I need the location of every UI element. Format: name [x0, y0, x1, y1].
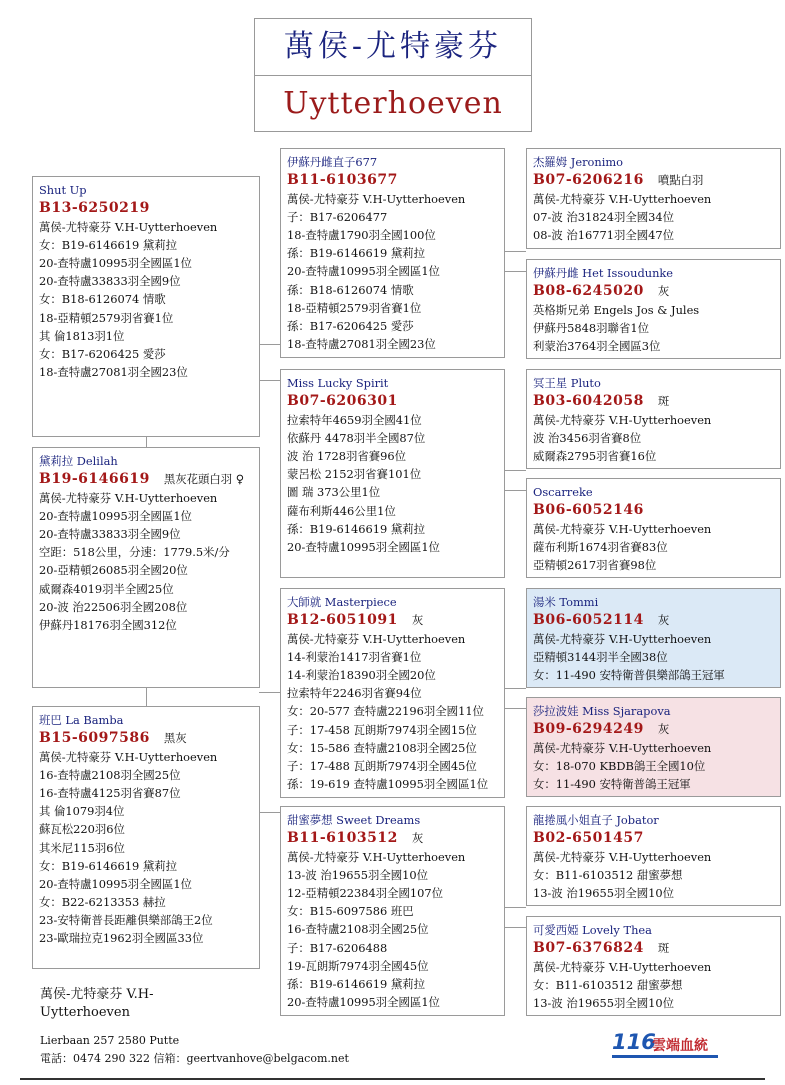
title-english: Uytterhoeven [283, 86, 503, 121]
logo-number: 116 [612, 1030, 656, 1054]
info-line: 威爾森2795羽省賽16位 [533, 449, 657, 464]
pigeon-card-dd [280, 806, 505, 1016]
ring-number [39, 470, 259, 489]
pigeon-name: 伊蘇丹雌 Het Issoudunke [533, 266, 674, 280]
info-line: 其米尼115羽6位 [39, 840, 125, 855]
info-line: 20-查特盧10995羽全國區1位 [287, 539, 440, 554]
ring-number [287, 392, 504, 411]
color-text: 灰 [657, 722, 670, 737]
info-line: 薩布利斯1674羽省賽83位 [533, 540, 668, 555]
ring-number [287, 171, 504, 190]
ring-number-text: B07-6206301 [287, 393, 398, 410]
pigeon-card-sss [526, 148, 781, 249]
connector [504, 688, 526, 689]
logo-underline [612, 1055, 718, 1058]
info-line: 拉索特年2246羽省賽94位 [287, 686, 422, 701]
info-line: 孫：B19-6146619 黛莉拉 [287, 246, 426, 261]
info-line: 女：B11-6103512 甜蜜夢想 [533, 868, 683, 883]
info-line: 萬侯-尤特豪芬 V.H-Uytterhoeven [533, 413, 712, 428]
info-line: 萬侯-尤特豪芬 V.H-Uytterhoeven [39, 220, 218, 235]
info-line: 圖 瑞 373公里1位 [287, 485, 381, 500]
info-line: 20-查特盧10995羽全國區1位 [287, 994, 440, 1009]
info-line: 子：17-488 瓦朗斯7974羽全國45位 [287, 758, 477, 773]
info-line: 女：B19-6146619 黛莉拉 [39, 858, 178, 873]
connector [259, 812, 280, 813]
pigeon-name: 伊蘇丹雌直子677 [287, 155, 378, 169]
connector [259, 380, 280, 381]
info-line: 女：20-577 查特盧22196羽全國11位 [287, 704, 484, 719]
info-line: 12-亞精頓22384羽全國107位 [287, 886, 444, 901]
info-line: 18-查特盧1790羽全國100位 [287, 228, 436, 243]
pigeon-card-ss [280, 148, 505, 358]
info-line: 女：18-070 KBDB鴿王全國10位 [533, 759, 706, 774]
info-line: 13-波 治19655羽全國10位 [533, 996, 675, 1011]
pigeon-name: 湯米 Tommi [533, 595, 599, 609]
ring-number [533, 282, 780, 301]
ring-number-text: B07-6206216 [533, 172, 644, 189]
info-line: 女：B19-6146619 黛莉拉 [39, 238, 178, 253]
connector [504, 271, 526, 272]
pigeon-name: 甜蜜夢想 Sweet Dreams [287, 813, 421, 827]
info-line: 孫：B17-6206425 愛莎 [287, 318, 414, 333]
pigeon-card-sd [280, 369, 505, 578]
connector [259, 692, 280, 693]
pigeon-name: 龍捲風小姐直子 Jobator [533, 813, 659, 827]
ring-number-text: B15-6097586 [39, 730, 150, 747]
pigeon-name: 黛莉拉 Delilah [39, 454, 118, 468]
pigeon-card-dsd [526, 697, 781, 797]
logo [612, 1030, 720, 1058]
info-line: 20-查特盧33833羽全國9位 [39, 274, 181, 289]
connector [504, 470, 526, 471]
pigeon-card-sds [526, 369, 781, 469]
ring-number [533, 501, 780, 520]
info-line: 19-瓦朗斯7974羽全國45位 [287, 958, 429, 973]
ring-number [39, 729, 259, 748]
pigeon-name: 班巴 La Bamba [39, 713, 124, 727]
info-line: 亞精頓2617羽省賽98位 [533, 558, 657, 573]
ring-number-text: B06-6052114 [533, 612, 644, 629]
info-line: 萬侯-尤特豪芬 V.H-Uytterhoeven [533, 850, 712, 865]
title-box [254, 18, 532, 132]
connector [504, 708, 526, 709]
info-line: 20-查特盧10995羽全國區1位 [39, 876, 192, 891]
pigeon-name: Oscarreke [533, 485, 593, 499]
info-line: 18-亞精頓2579羽省賽1位 [287, 300, 422, 315]
info-line: 18-查特盧27081羽全國23位 [39, 364, 188, 379]
color-text: 灰 [657, 284, 670, 299]
title-chinese: 萬侯-尤特豪芬 [255, 19, 531, 76]
info-line: 16-查特盧2108羽全國25位 [287, 922, 429, 937]
pigeon-name: 可愛西婭 Lovely Thea [533, 923, 652, 937]
info-line: 萬侯-尤特豪芬 V.H-Uytterhoeven [533, 632, 712, 647]
ring-number-text: B07-6376824 [533, 940, 644, 957]
info-line: 18-查特盧27081羽全國23位 [287, 336, 436, 351]
connector [146, 436, 147, 447]
pigeon-name: 大師就 Masterpiece [287, 595, 397, 609]
info-line: 伊蘇丹18176羽全國312位 [39, 617, 177, 632]
pigeon-name: Shut Up [39, 183, 87, 197]
pigeon-name: Miss Lucky Spirit [287, 376, 389, 390]
ring-number [39, 199, 259, 218]
color-text: 黑灰 [163, 731, 187, 746]
info-line: 20-查特盧33833羽全國9位 [39, 527, 181, 542]
color-text: 灰 [411, 613, 424, 628]
ring-number-text: B09-6294249 [533, 721, 644, 738]
connector [504, 490, 526, 491]
info-line: 萬侯-尤特豪芬 V.H-Uytterhoeven [533, 192, 712, 207]
info-line: 蒙呂松 2152羽省賽101位 [287, 467, 422, 482]
connector [504, 251, 526, 252]
info-line: 伊蘇丹5848羽聯省1位 [533, 321, 649, 336]
ring-number-text: B11-6103512 [287, 830, 398, 847]
ring-number-text: B02-6501457 [533, 830, 644, 847]
info-line: 亞精頓3144羽半全國38位 [533, 650, 668, 665]
ring-number [533, 829, 780, 848]
info-line: 14-利蒙治18390羽全國20位 [287, 668, 436, 683]
info-line: 20-查特盧10995羽全國區1位 [39, 256, 192, 271]
color-text: 黑灰花頭白羽 ♀ [163, 472, 245, 487]
info-line: 萬侯-尤特豪芬 V.H-Uytterhoeven [287, 632, 466, 647]
info-line: 女：11-490 安特衛普鴿王冠軍 [533, 777, 691, 792]
ring-number [533, 611, 780, 630]
ring-number-text: B06-6052146 [533, 502, 644, 519]
info-line: 孫：B18-6126074 情歌 [287, 282, 414, 297]
pigeon-card-dam [32, 706, 260, 969]
info-line: 萬侯-尤特豪芬 V.H-Uytterhoeven [533, 522, 712, 537]
connector [259, 344, 280, 345]
info-line: 萬侯-尤特豪芬 V.H-Uytterhoeven [287, 850, 466, 865]
info-line: 20-查特盧10995羽全國區1位 [39, 509, 192, 524]
info-line: 拉索特年4659羽全國41位 [287, 413, 422, 428]
ring-number [533, 939, 780, 958]
ring-number-text: B13-6250219 [39, 200, 150, 217]
info-line: 23-安特衛普長距離俱樂部鴿王2位 [39, 912, 213, 927]
info-line: 萬侯-尤特豪芬 V.H-Uytterhoeven [287, 192, 466, 207]
pigeon-name: 杰羅姆 Jeronimo [533, 155, 624, 169]
info-line: 英格斯兄弟 Engels Jos & Jules [533, 303, 700, 318]
info-line: 07-波 治31824羽全國34位 [533, 210, 675, 225]
info-line: 23-歐瑞拉克1962羽全國區33位 [39, 931, 204, 946]
ring-number-text: B08-6245020 [533, 283, 644, 300]
info-line: 女：15-586 查特盧2108羽全國25位 [287, 740, 477, 755]
bottom-divider [20, 1078, 765, 1080]
info-line: 13-波 治19655羽全國10位 [287, 868, 429, 883]
info-line: 波 治 1728羽省賽96位 [287, 449, 407, 464]
ring-number-text: B12-6051091 [287, 612, 398, 629]
info-line: 其 倫1079羽4位 [39, 804, 125, 819]
info-line: 18-亞精頓2579羽省賽1位 [39, 310, 174, 325]
info-line: 萬侯-尤特豪芬 V.H-Uytterhoeven [39, 491, 218, 506]
pigeon-card-dss [526, 588, 781, 688]
owner-address: Lierbaan 257 2580 Putte [40, 1034, 180, 1047]
pigeon-card-dds [526, 806, 781, 906]
info-line: 13-波 治19655羽全國10位 [533, 886, 675, 901]
ring-number [287, 829, 504, 848]
info-line: 薩布利斯446公里1位 [287, 503, 396, 518]
connector [504, 907, 526, 908]
info-line: 孫：B19-6146619 黛莉拉 [287, 976, 426, 991]
owner-contact: 電話：0474 290 322 信箱：geertvanhove@belgacom.net [40, 1052, 349, 1065]
info-line: 子：B17-6206477 [287, 210, 388, 225]
pigeon-card-ssd [526, 259, 781, 359]
connector [146, 687, 147, 706]
info-line: 依蘇丹 4478羽半全國87位 [287, 431, 426, 446]
info-line: 利蒙治3764羽全國區3位 [533, 339, 661, 354]
pigeon-card-sire [32, 447, 260, 688]
info-line: 子：B17-6206488 [287, 940, 388, 955]
info-line: 女：B17-6206425 愛莎 [39, 346, 166, 361]
ring-number-text: B03-6042058 [533, 393, 644, 410]
pigeon-card-ddd [526, 916, 781, 1016]
ring-number [533, 720, 780, 739]
info-line: 萬侯-尤特豪芬 V.H-Uytterhoeven [533, 960, 712, 975]
info-line: 女：11-490 安特衛普俱樂部鴿王冠軍 [533, 668, 725, 683]
info-line: 16-查特盧4125羽省賽87位 [39, 786, 181, 801]
ring-number [533, 171, 780, 190]
owner-name: 萬侯-尤特豪芬 V.H-Uytterhoeven [40, 987, 154, 1020]
pigeon-name: 莎拉波娃 Miss Sjarapova [533, 704, 671, 718]
info-line: 萬侯-尤特豪芬 V.H-Uytterhoeven [39, 750, 218, 765]
info-line: 08-波 治16771羽全國47位 [533, 228, 675, 243]
info-line: 威爾森4019羽半全國25位 [39, 581, 174, 596]
ring-number [533, 392, 780, 411]
logo-text: 雲端血統 [652, 1038, 708, 1054]
info-line: 20-亞精頓26085羽全國20位 [39, 563, 188, 578]
info-line: 其 倫1813羽1位 [39, 328, 125, 343]
info-line: 波 治3456羽省賽8位 [533, 431, 642, 446]
color-text: 灰 [657, 613, 670, 628]
info-line: 空距：518公里，分速：1779.5米/分 [39, 545, 230, 560]
info-line: 女：B22-6213353 赫拉 [39, 894, 166, 909]
info-line: 孫：B19-6146619 黛莉拉 [287, 521, 426, 536]
info-line: 蘇瓦松220羽6位 [39, 822, 125, 837]
ring-number-text: B11-6103677 [287, 172, 398, 189]
ring-number [287, 611, 504, 630]
info-line: 20-查特盧10995羽全國區1位 [287, 264, 440, 279]
pigeon-name: 冥王星 Pluto [533, 376, 601, 390]
info-line: 14-利蒙治1417羽省賽1位 [287, 650, 422, 665]
color-text: 斑 [657, 394, 670, 409]
info-line: 16-查特盧2108羽全國25位 [39, 768, 181, 783]
info-line: 子：17-458 瓦朗斯7974羽全國15位 [287, 722, 477, 737]
pigeon-card-main [32, 176, 260, 437]
ring-number-text: B19-6146619 [39, 471, 150, 488]
info-line: 20-波 治22506羽全國208位 [39, 599, 188, 614]
info-line: 孫：19-619 查特盧10995羽全國區1位 [287, 776, 489, 791]
info-line: 女：B11-6103512 甜蜜夢想 [533, 978, 683, 993]
info-line: 女：B18-6126074 情歌 [39, 292, 166, 307]
color-text: 噴點白羽 [657, 173, 704, 188]
info-line: 女：B15-6097586 班巴 [287, 904, 414, 919]
color-text: 灰 [411, 831, 424, 846]
color-text: 斑 [657, 941, 670, 956]
connector [504, 927, 526, 928]
pigeon-card-ds [280, 588, 505, 798]
info-line: 萬侯-尤特豪芬 V.H-Uytterhoeven [533, 741, 712, 756]
pigeon-card-sdd [526, 478, 781, 578]
